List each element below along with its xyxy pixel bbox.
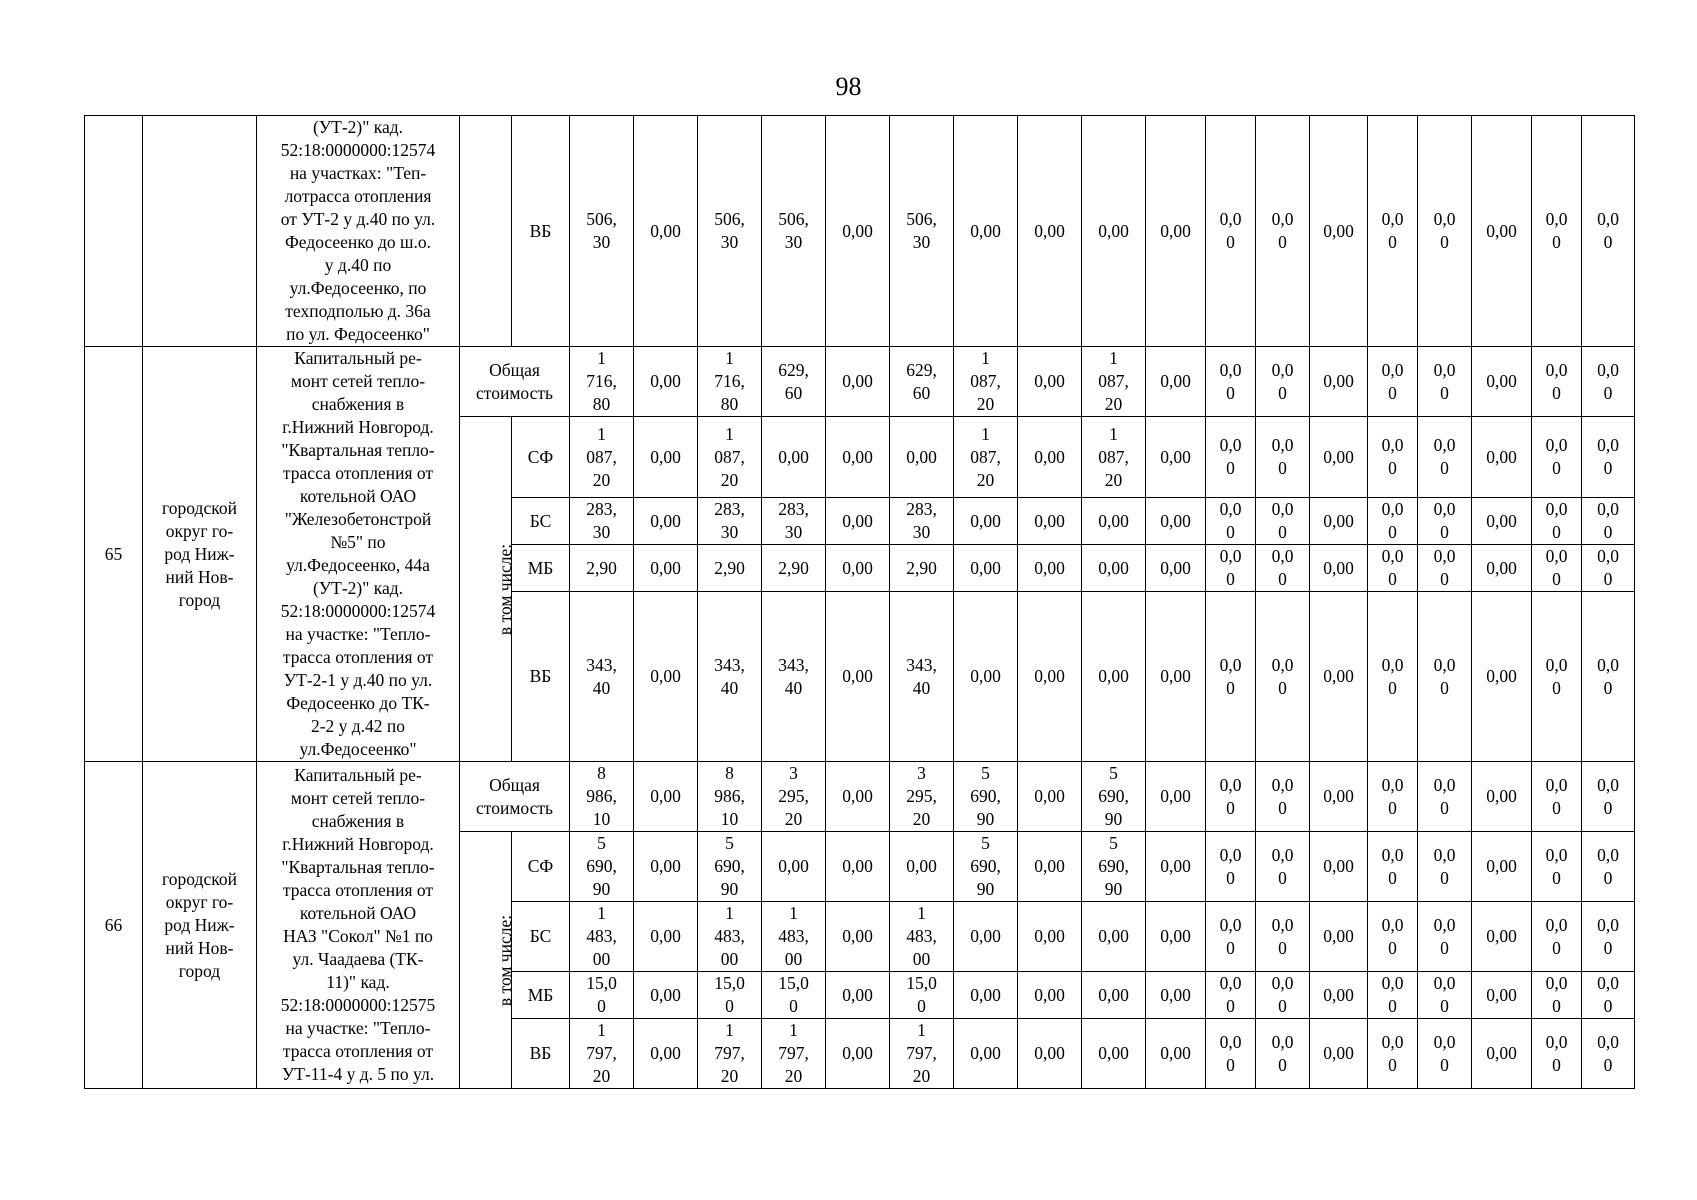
value-cell: 0,0 0 <box>1206 498 1256 545</box>
value-cell: 0,00 <box>634 498 698 545</box>
value-cell: 2,90 <box>570 545 634 592</box>
value-cell: 0,0 0 <box>1206 972 1256 1019</box>
total-value-cell: 0,0 0 <box>1532 347 1582 417</box>
value-cell: 0,0 0 <box>1582 832 1635 902</box>
value-cell: 0,0 0 <box>1418 972 1472 1019</box>
total-value-cell: 3 295, 20 <box>762 762 826 832</box>
value-cell: 0,00 <box>954 545 1018 592</box>
total-value-cell: 629, 60 <box>890 347 954 417</box>
value-cell: 0,0 0 <box>1532 972 1582 1019</box>
value-cell: 0,0 0 <box>1582 1019 1635 1089</box>
value-cell: 0,0 0 <box>1582 498 1635 545</box>
value-cell: 0,00 <box>1472 417 1532 498</box>
description-cell: Капитальный ре- монт сетей тепло- снабжения в г.Нижний Новгород. "Квартальная тепло- трасса отопления от котельной ОАО НАЗ "Сокол" №1 по ул. Чаадаева (ТК- 11)" кад. 52:18:0000000:12575 на участке: "Тепло- трасса отопления от УТ-11-4 у д. 5 по ул. <box>257 762 460 1089</box>
value-cell: 0,0 0 <box>1368 592 1418 762</box>
value-cell: 0,00 <box>1146 1019 1206 1089</box>
value-cell: 0,00 <box>826 1019 890 1089</box>
value-cell: 0,00 <box>1472 972 1532 1019</box>
value-cell: 2,90 <box>698 545 762 592</box>
total-value-cell: 0,00 <box>1472 762 1532 832</box>
value-cell: 0,0 0 <box>1582 902 1635 972</box>
total-value-cell: 0,0 0 <box>1532 762 1582 832</box>
total-value-cell: 0,0 0 <box>1418 762 1472 832</box>
total-value-cell: 0,0 0 <box>1256 347 1310 417</box>
value-cell: 0,0 0 <box>1256 116 1310 347</box>
value-cell: 0,00 <box>634 902 698 972</box>
total-value-cell: 5 690, 90 <box>1082 762 1146 832</box>
value-cell: 1 087, 20 <box>570 417 634 498</box>
value-cell: 0,00 <box>1310 116 1368 347</box>
value-cell: 0,0 0 <box>1532 116 1582 347</box>
source-cell: СФ <box>512 417 570 498</box>
value-cell: 0,00 <box>634 1019 698 1089</box>
value-cell: 1 797, 20 <box>890 1019 954 1089</box>
value-cell: 283, 30 <box>762 498 826 545</box>
value-cell: 0,0 0 <box>1256 417 1310 498</box>
value-cell: 0,0 0 <box>1532 417 1582 498</box>
value-cell: 0,00 <box>1146 592 1206 762</box>
value-cell: 5 690, 90 <box>698 832 762 902</box>
value-cell: 15,0 0 <box>890 972 954 1019</box>
total-value-cell: 0,0 0 <box>1368 347 1418 417</box>
municipality-cell: городской округ го- род Ниж- ний Нов- город <box>143 347 257 762</box>
total-value-cell: 0,0 0 <box>1582 347 1635 417</box>
value-cell: 0,00 <box>1146 832 1206 902</box>
value-cell: 0,00 <box>1472 498 1532 545</box>
value-cell: 0,00 <box>954 972 1018 1019</box>
value-cell: 2,90 <box>890 545 954 592</box>
value-cell: 0,0 0 <box>1582 545 1635 592</box>
row-number-cell <box>85 116 143 347</box>
value-cell: 0,00 <box>1082 1019 1146 1089</box>
value-cell: 0,00 <box>634 116 698 347</box>
value-cell: 0,0 0 <box>1582 592 1635 762</box>
value-cell: 15,0 0 <box>762 972 826 1019</box>
value-cell: 506, 30 <box>698 116 762 347</box>
value-cell: 0,00 <box>1018 1019 1082 1089</box>
row-number-cell: 65 <box>85 347 143 762</box>
total-value-cell: 629, 60 <box>762 347 826 417</box>
value-cell: 5 690, 90 <box>1082 832 1146 902</box>
value-cell: 506, 30 <box>890 116 954 347</box>
value-cell: 0,0 0 <box>1368 972 1418 1019</box>
source-cell: МБ <box>512 545 570 592</box>
value-cell: 0,0 0 <box>1418 116 1472 347</box>
value-cell: 0,0 0 <box>1532 498 1582 545</box>
value-cell: 0,00 <box>634 972 698 1019</box>
value-cell: 0,0 0 <box>1206 116 1256 347</box>
value-cell: 0,00 <box>1082 972 1146 1019</box>
value-cell: 0,0 0 <box>1256 832 1310 902</box>
total-value-cell: 0,0 0 <box>1418 347 1472 417</box>
total-label-cell: Общая стоимость <box>460 762 570 832</box>
value-cell: 0,00 <box>762 417 826 498</box>
value-cell: 15,0 0 <box>570 972 634 1019</box>
value-cell: 0,00 <box>890 832 954 902</box>
including-label: в том числе: <box>495 914 516 1006</box>
value-cell: 283, 30 <box>890 498 954 545</box>
value-cell: 5 690, 90 <box>570 832 634 902</box>
value-cell: 0,00 <box>826 116 890 347</box>
value-cell: 0,00 <box>1472 545 1532 592</box>
value-cell: 0,0 0 <box>1582 972 1635 1019</box>
value-cell: 0,00 <box>1146 116 1206 347</box>
value-cell: 0,00 <box>1310 1019 1368 1089</box>
description-cell: Капитальный ре- монт сетей тепло- снабжения в г.Нижний Новгород. "Квартальная тепло- трасса отопления от котельной ОАО "Железобетонстрой №5" по ул.Федосеенко, 44а (УТ-2)" кад. 52:18:0000000:12574 на участке: "Тепло- трасса отопления от УТ-2-1 у д.40 по ул. Федосеенко до ТК- 2-2 у д.42 по ул.Федосеенко" <box>257 347 460 762</box>
value-cell: 0,0 0 <box>1256 972 1310 1019</box>
table-row <box>85 762 1635 832</box>
row-number-cell: 66 <box>85 762 143 1089</box>
table-row <box>85 347 1635 417</box>
value-cell: 2,90 <box>762 545 826 592</box>
total-value-cell: 8 986, 10 <box>698 762 762 832</box>
value-cell: 0,00 <box>1082 116 1146 347</box>
source-cell: ВБ <box>512 1019 570 1089</box>
value-cell: 0,00 <box>1018 417 1082 498</box>
value-cell: 0,0 0 <box>1418 417 1472 498</box>
value-cell: 0,00 <box>1472 902 1532 972</box>
value-cell: 0,0 0 <box>1206 545 1256 592</box>
source-cell: ВБ <box>512 116 570 347</box>
value-cell: 0,00 <box>1146 417 1206 498</box>
value-cell: 0,00 <box>1310 902 1368 972</box>
value-cell: 0,00 <box>1018 545 1082 592</box>
value-cell: 0,00 <box>634 592 698 762</box>
value-cell: 0,0 0 <box>1368 1019 1418 1089</box>
budget-table <box>84 115 1635 1089</box>
total-value-cell: 0,0 0 <box>1368 762 1418 832</box>
value-cell: 0,0 0 <box>1368 902 1418 972</box>
value-cell: 0,0 0 <box>1532 1019 1582 1089</box>
value-cell: 1 483, 00 <box>570 902 634 972</box>
value-cell: 0,00 <box>954 498 1018 545</box>
value-cell: 0,0 0 <box>1582 116 1635 347</box>
including-label: в том числе: <box>495 543 516 635</box>
value-cell: 0,0 0 <box>1418 592 1472 762</box>
value-cell: 0,00 <box>954 592 1018 762</box>
value-cell: 1 797, 20 <box>570 1019 634 1089</box>
value-cell: 0,00 <box>826 545 890 592</box>
description-cell: (УТ-2)" кад. 52:18:0000000:12574 на участках: "Теп- лотрасса отопления от УТ-2 у д.40 по ул. Федосеенко до ш.о. у д.40 по ул.Федосеенко, по техподполью д. 36а по ул. Федосеенко" <box>257 116 460 347</box>
total-value-cell: 0,00 <box>1310 762 1368 832</box>
value-cell: 0,00 <box>1146 498 1206 545</box>
value-cell: 0,00 <box>1146 545 1206 592</box>
total-value-cell: 0,00 <box>1146 762 1206 832</box>
value-cell: 0,00 <box>1472 1019 1532 1089</box>
value-cell: 0,00 <box>1472 592 1532 762</box>
value-cell: 0,00 <box>1018 116 1082 347</box>
total-value-cell: 5 690, 90 <box>954 762 1018 832</box>
value-cell: 1 087, 20 <box>698 417 762 498</box>
value-cell: 1 087, 20 <box>1082 417 1146 498</box>
total-value-cell: 0,0 0 <box>1206 347 1256 417</box>
value-cell: 0,0 0 <box>1206 832 1256 902</box>
total-value-cell: 0,00 <box>634 347 698 417</box>
value-cell: 0,00 <box>890 417 954 498</box>
value-cell: 1 483, 00 <box>762 902 826 972</box>
value-cell: 0,00 <box>762 832 826 902</box>
value-cell: 283, 30 <box>698 498 762 545</box>
value-cell: 0,00 <box>954 116 1018 347</box>
value-cell: 0,0 0 <box>1256 1019 1310 1089</box>
total-value-cell: 8 986, 10 <box>570 762 634 832</box>
value-cell: 0,0 0 <box>1206 592 1256 762</box>
value-cell: 0,00 <box>1018 902 1082 972</box>
value-cell: 0,00 <box>1310 417 1368 498</box>
value-cell: 506, 30 <box>570 116 634 347</box>
source-cell: БС <box>512 902 570 972</box>
source-cell: СФ <box>512 832 570 902</box>
total-value-cell: 0,0 0 <box>1206 762 1256 832</box>
including-label-cell <box>460 832 516 1089</box>
total-value-cell: 1 716, 80 <box>698 347 762 417</box>
value-cell: 0,00 <box>1082 498 1146 545</box>
value-cell: 0,0 0 <box>1256 592 1310 762</box>
value-cell: 0,0 0 <box>1418 832 1472 902</box>
table-row <box>85 116 1635 347</box>
value-cell: 5 690, 90 <box>954 832 1018 902</box>
page-number: 98 <box>835 72 862 101</box>
value-cell: 0,00 <box>1310 545 1368 592</box>
value-cell: 0,00 <box>634 832 698 902</box>
value-cell: 343, 40 <box>890 592 954 762</box>
value-cell: 0,0 0 <box>1532 902 1582 972</box>
value-cell: 0,0 0 <box>1368 417 1418 498</box>
total-value-cell: 0,00 <box>1146 347 1206 417</box>
total-value-cell: 3 295, 20 <box>890 762 954 832</box>
value-cell: 506, 30 <box>762 116 826 347</box>
value-cell: 0,00 <box>1472 116 1532 347</box>
value-cell: 0,00 <box>826 592 890 762</box>
value-cell: 0,0 0 <box>1368 545 1418 592</box>
value-cell: 0,0 0 <box>1368 116 1418 347</box>
value-cell: 0,00 <box>954 902 1018 972</box>
value-cell: 0,00 <box>1018 832 1082 902</box>
including-label-cell <box>460 417 516 762</box>
value-cell: 1 797, 20 <box>698 1019 762 1089</box>
total-value-cell: 0,00 <box>826 762 890 832</box>
total-value-cell: 0,00 <box>1018 347 1082 417</box>
value-cell: 0,0 0 <box>1418 902 1472 972</box>
value-cell: 0,0 0 <box>1532 832 1582 902</box>
total-value-cell: 0,00 <box>1472 347 1532 417</box>
value-cell: 0,00 <box>826 832 890 902</box>
value-cell: 0,0 0 <box>1418 545 1472 592</box>
value-cell: 283, 30 <box>570 498 634 545</box>
value-cell: 0,00 <box>1146 972 1206 1019</box>
value-cell: 0,0 0 <box>1532 545 1582 592</box>
municipality-cell: городской округ го- род Ниж- ний Нов- город <box>143 762 257 1089</box>
source-cell: МБ <box>512 972 570 1019</box>
total-value-cell: 1 087, 20 <box>954 347 1018 417</box>
value-cell: 0,0 0 <box>1206 902 1256 972</box>
value-cell: 0,00 <box>1310 592 1368 762</box>
source-cell: БС <box>512 498 570 545</box>
value-cell: 15,0 0 <box>698 972 762 1019</box>
value-cell: 0,00 <box>1018 498 1082 545</box>
value-cell: 0,00 <box>1082 592 1146 762</box>
value-cell: 0,00 <box>1310 498 1368 545</box>
value-cell: 0,00 <box>1018 972 1082 1019</box>
total-value-cell: 0,00 <box>634 762 698 832</box>
value-cell: 0,00 <box>954 1019 1018 1089</box>
value-cell: 0,0 0 <box>1368 498 1418 545</box>
municipality-cell <box>143 116 257 347</box>
value-cell: 0,0 0 <box>1256 545 1310 592</box>
value-cell: 0,00 <box>826 972 890 1019</box>
value-cell: 0,00 <box>1082 902 1146 972</box>
value-cell: 0,0 0 <box>1206 1019 1256 1089</box>
total-value-cell: 1 716, 80 <box>570 347 634 417</box>
value-cell: 0,0 0 <box>1582 417 1635 498</box>
value-cell: 0,00 <box>826 902 890 972</box>
value-cell: 0,00 <box>634 545 698 592</box>
total-value-cell: 0,0 0 <box>1582 762 1635 832</box>
value-cell: 0,00 <box>826 498 890 545</box>
value-cell: 343, 40 <box>570 592 634 762</box>
value-cell: 0,00 <box>1472 832 1532 902</box>
sub-label-cell <box>460 116 512 347</box>
value-cell: 343, 40 <box>698 592 762 762</box>
value-cell: 0,0 0 <box>1206 417 1256 498</box>
value-cell: 0,0 0 <box>1256 902 1310 972</box>
value-cell: 0,00 <box>1310 832 1368 902</box>
value-cell: 0,00 <box>1146 902 1206 972</box>
value-cell: 0,00 <box>1310 972 1368 1019</box>
total-value-cell: 1 087, 20 <box>1082 347 1146 417</box>
value-cell: 0,00 <box>826 417 890 498</box>
value-cell: 0,0 0 <box>1256 498 1310 545</box>
value-cell: 0,00 <box>634 417 698 498</box>
value-cell: 0,0 0 <box>1418 1019 1472 1089</box>
total-value-cell: 0,0 0 <box>1256 762 1310 832</box>
value-cell: 1 483, 00 <box>698 902 762 972</box>
value-cell: 0,0 0 <box>1368 832 1418 902</box>
total-label-cell: Общая стоимость <box>460 347 570 417</box>
total-value-cell: 0,00 <box>826 347 890 417</box>
value-cell: 0,0 0 <box>1532 592 1582 762</box>
value-cell: 0,00 <box>1018 592 1082 762</box>
total-value-cell: 0,00 <box>1310 347 1368 417</box>
value-cell: 1 483, 00 <box>890 902 954 972</box>
value-cell: 1 087, 20 <box>954 417 1018 498</box>
value-cell: 1 797, 20 <box>762 1019 826 1089</box>
value-cell: 343, 40 <box>762 592 826 762</box>
value-cell: 0,00 <box>1082 545 1146 592</box>
source-cell: ВБ <box>512 592 570 762</box>
total-value-cell: 0,00 <box>1018 762 1082 832</box>
value-cell: 0,0 0 <box>1418 498 1472 545</box>
